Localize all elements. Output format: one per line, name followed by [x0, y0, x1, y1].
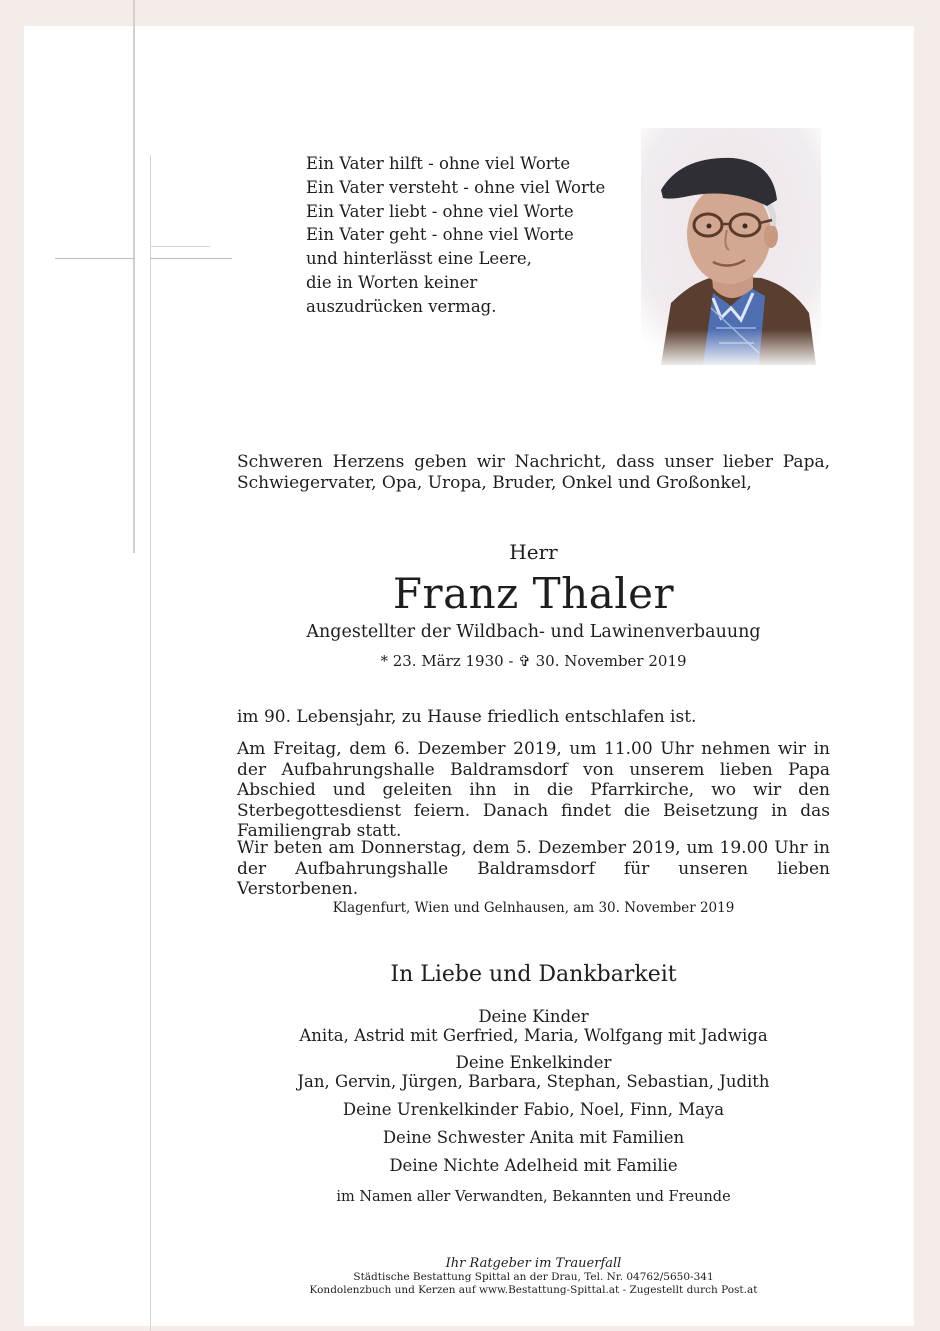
family-grandchildren	[237, 1053, 830, 1091]
poem-line: Ein Vater versteht - ohne viel Worte	[306, 177, 606, 197]
intro-text: Schweren Herzens geben wir Nachricht, dass unser lieber Papa, Schwiegervater, Opa, Uropa, Bruder, Onkel und Großonkel,	[237, 452, 830, 493]
footer-contact: Städtische Bestattung Spittal an der Drau, Tel. Nr. 04762/5650-341	[353, 1271, 714, 1283]
passing-paragraph: im 90. Lebensjahr, zu Hause friedlich entschlafen ist.	[237, 707, 697, 727]
family-sister: Deine Schwester Anita mit Familien	[382, 1128, 685, 1147]
funeral-paragraph: Am Freitag, dem 6. Dezember 2019, um 11.00 Uhr nehmen wir in der Aufbahrungshalle Baldramsdorf von unserem lieben Papa Abschied und geleiten ihn in die Pfarrkirche, wo wir den Sterbegottesdienst feiern. Danach findet die Beisetzung in das Familiengrab statt.	[237, 739, 830, 841]
poem-line: die in Worten keiner	[306, 272, 478, 292]
life-dates: * 23. März 1930 - ✞ 30. November 2019	[380, 652, 687, 670]
cross-horizontal-line-right	[150, 258, 232, 259]
cross-vertical-line	[133, 0, 135, 553]
footer-website: Kondolenzbuch und Kerzen auf www.Bestattung-Spittal.at - Zugestellt durch Post.at	[309, 1284, 758, 1296]
cross-vertical-line-inner	[150, 155, 151, 1331]
portrait-photo	[641, 128, 821, 365]
occupation: Angestellter der Wildbach- und Lawinenverbauung	[306, 622, 761, 642]
cross-horizontal-line-left	[55, 258, 135, 259]
prayer-paragraph: Wir beten am Donnerstag, dem 5. Dezember 2019, um 19.00 Uhr in der Aufbahrungshalle Baldramsdorf für unseren lieben Verstorbenen.	[237, 838, 830, 899]
family-niece: Deine Nichte Adelheid mit Familie	[389, 1156, 678, 1175]
children-names: Anita, Astrid mit Gerfried, Maria, Wolfgang mit Jadwiga	[299, 1026, 768, 1045]
family-relatives: im Namen aller Verwandten, Bekannten und Freunde	[336, 1189, 731, 1205]
poem-line: und hinterlässt eine Leere,	[306, 249, 532, 269]
children-label: Deine Kinder	[478, 1007, 589, 1026]
poem-line: Ein Vater liebt - ohne viel Worte	[306, 201, 574, 221]
salutation: Herr	[509, 540, 558, 564]
family-children	[237, 1007, 830, 1045]
deceased-name: Franz Thaler	[392, 569, 675, 618]
poem-line: Ein Vater hilft - ohne viel Worte	[306, 154, 571, 173]
closing-heading: In Liebe und Dankbarkeit	[390, 962, 677, 987]
poem	[306, 152, 605, 319]
footer-slogan: Ihr Ratgeber im Trauerfall	[445, 1256, 622, 1271]
poem-line: Ein Vater geht - ohne viel Worte	[306, 225, 574, 245]
family-great-grandchildren: Deine Urenkelkinder Fabio, Noel, Finn, Maya	[342, 1100, 725, 1119]
grandchildren-label: Deine Enkelkinder	[455, 1053, 612, 1072]
cross-horizontal-line-upper	[150, 246, 210, 247]
footer	[237, 1256, 830, 1297]
place-date: Klagenfurt, Wien und Gelnhausen, am 30. November 2019	[332, 900, 735, 916]
grandchildren-names: Jan, Gervin, Jürgen, Barbara, Stephan, Sebastian, Judith	[297, 1072, 770, 1091]
poem-line: auszudrücken vermag.	[306, 296, 497, 316]
